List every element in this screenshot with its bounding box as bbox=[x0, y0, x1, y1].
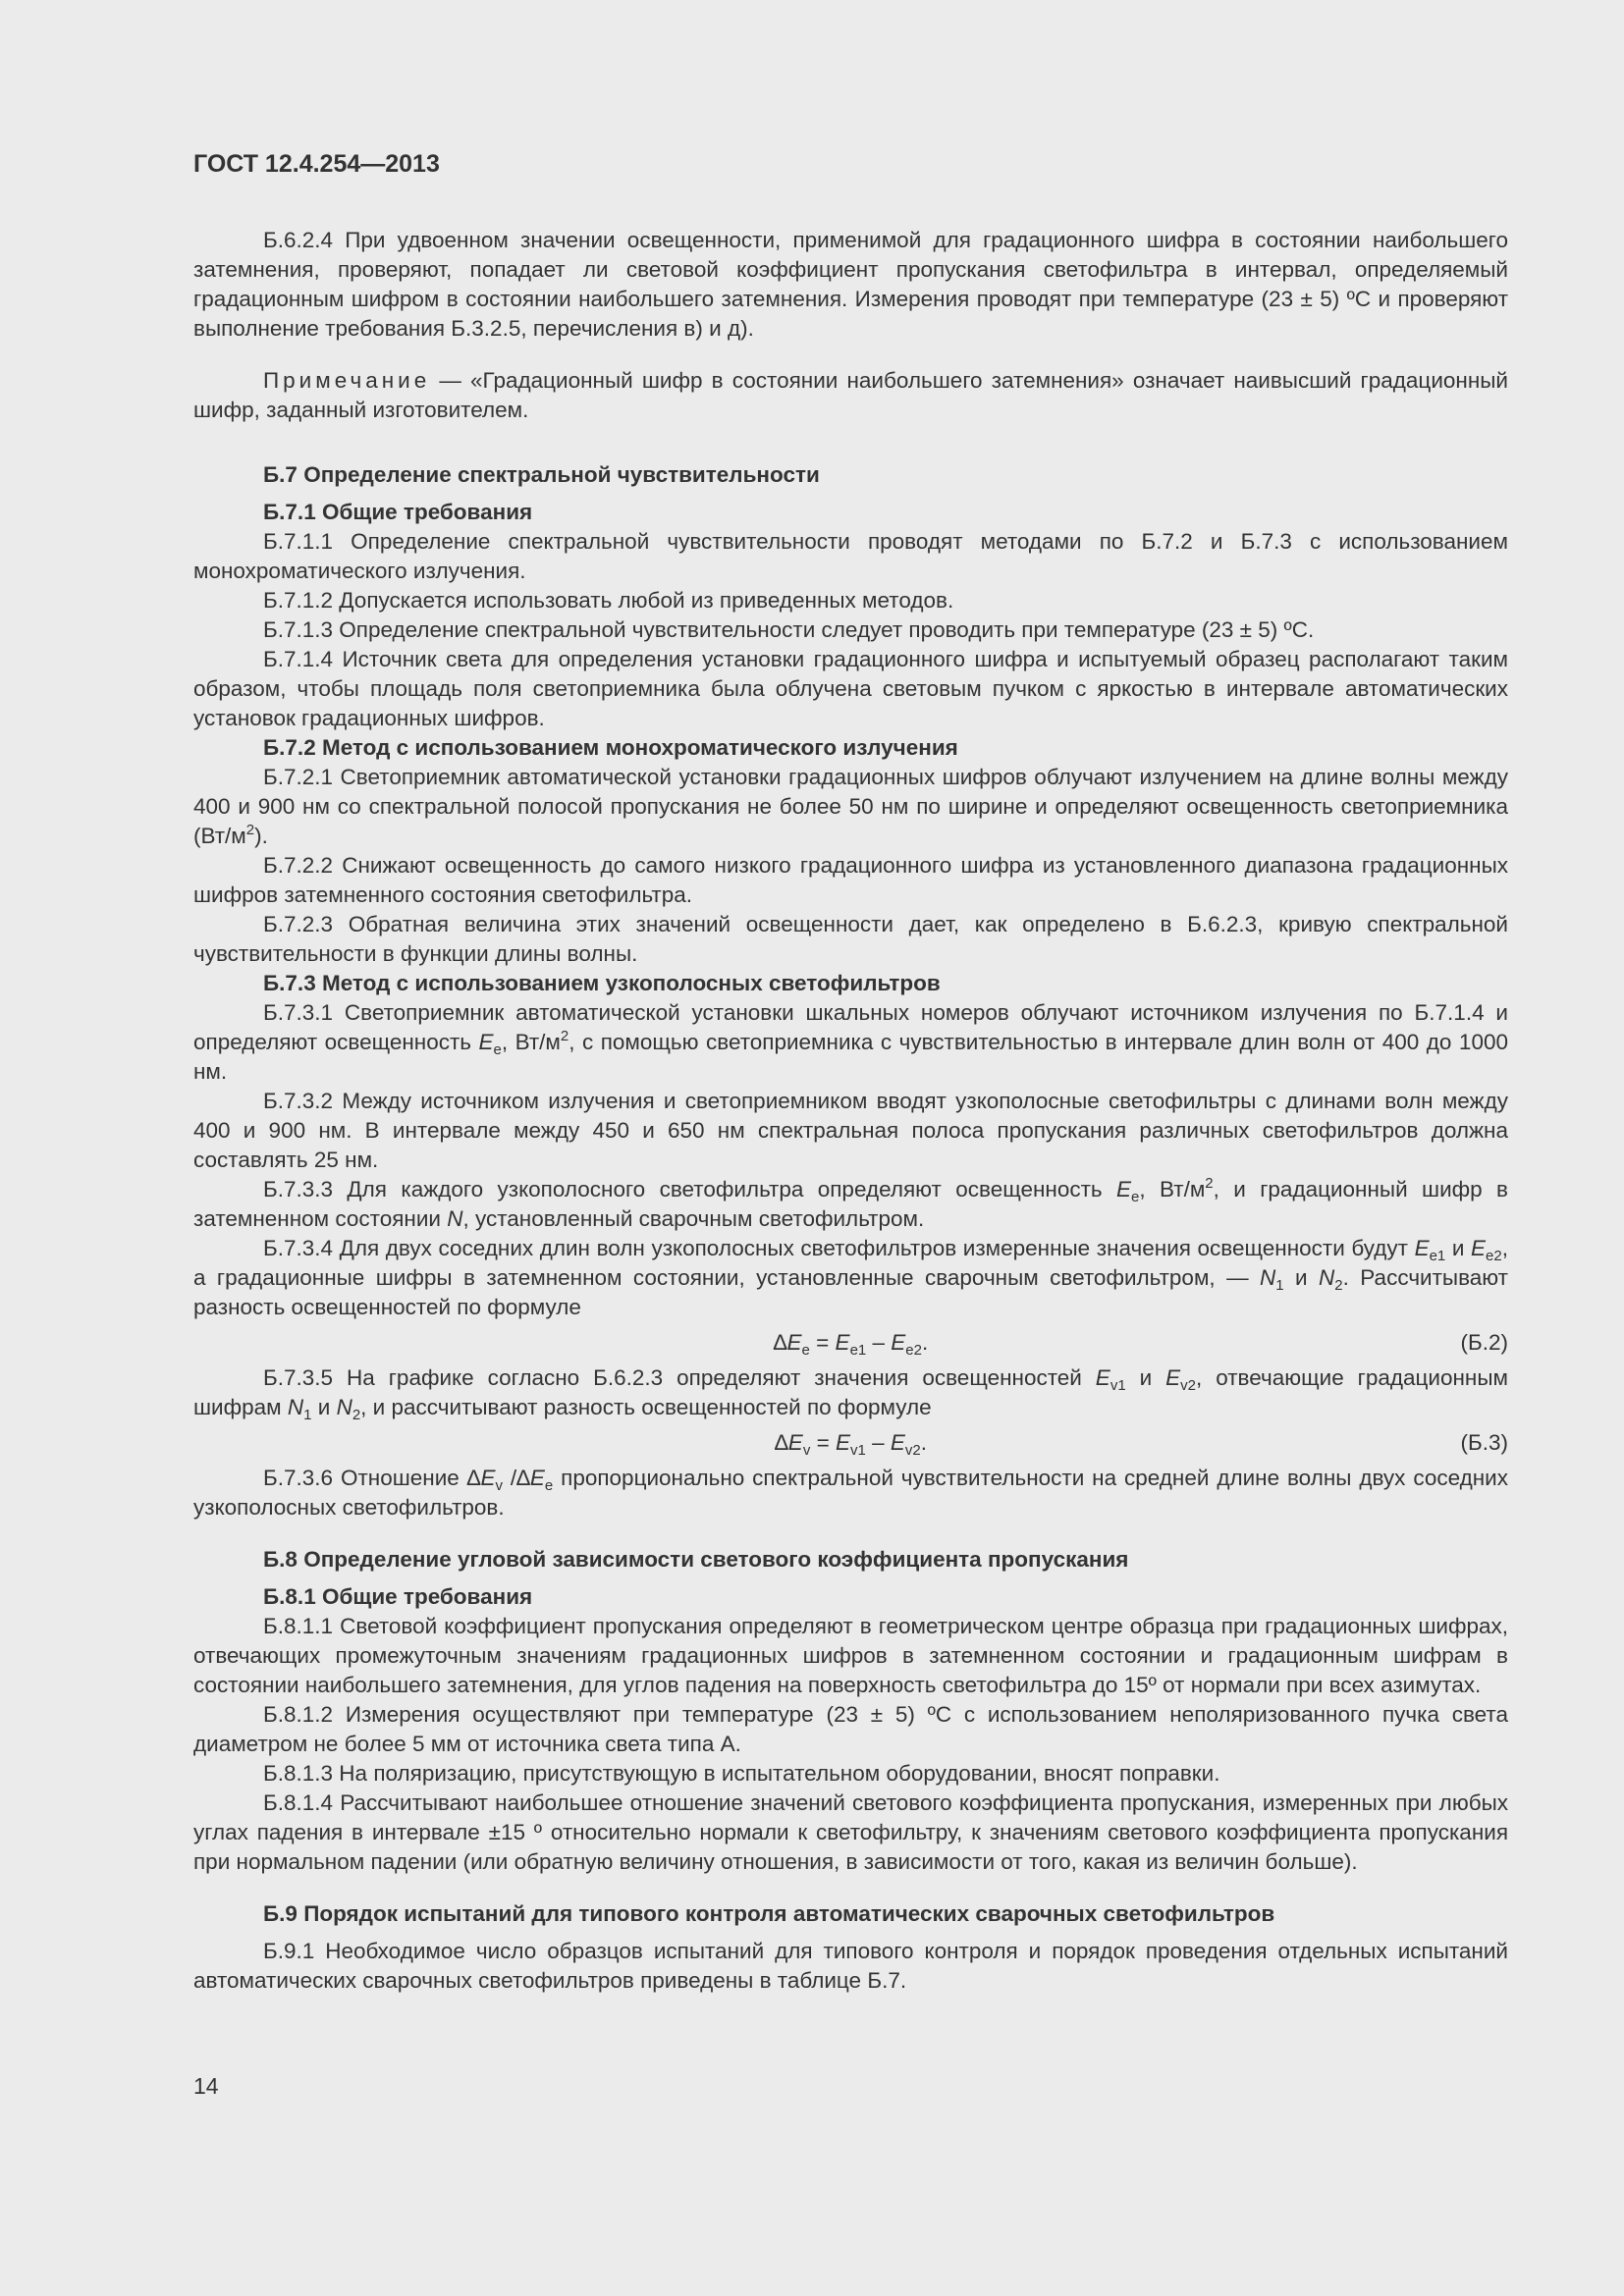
heading-b9: Б.9 Порядок испытаний для типового контроля автоматических сварочных светофильтров bbox=[263, 1901, 1275, 1926]
paragraph-b814: Б.8.1.4 Рассчитывают наибольшее отношение значений светового коэффициента пропускания, измеренных при любых углах падения в интервале ±15 º относительно нормали к светофильтру, к значениям светового коэффициента пропускания при нормальном падении (или обратную величину отношения, в зависимости от того, какая из величин больше). bbox=[193, 1790, 1508, 1874]
paragraph-b733: Б.7.3.3 Для каждого узкополосного светофильтра определяют освещенность $E_e$, $Вт/м^2$, и градационный шифр в затемненном состоянии N, установленный сварочным светофильтром. bbox=[193, 1175, 1508, 1231]
paragraph-b723: Б.7.2.3 Обратная величина этих значений освещенности дает, как определено в Б.6.2.3, кривую спектральной чувствительности в функции длины волны. bbox=[193, 912, 1508, 966]
paragraph-b811: Б.8.1.1 Световой коэффициент пропускания определяют в геометрическом центре образца при градационных шифрах, отвечающих промежуточным значениям градационных шифров в затемненном состоянии и градационным шифрам в состоянии наибольшего затемнения, для углов падения на поверхность светофильтра до 15º от нормали при всех азимутах. bbox=[193, 1614, 1508, 1697]
paragraph-b712: Б.7.1.2 Допускается использовать любой из приведенных методов. bbox=[263, 588, 954, 613]
heading-b72: Б.7.2 Метод с использованием монохроматического излучения bbox=[263, 735, 958, 760]
paragraph-b91: Б.9.1 Необходимое число образцов испытаний для типового контроля и порядок проведения отдельных испытаний автоматических сварочных светофильтров приведены в таблице Б.7. bbox=[193, 1939, 1508, 1993]
heading-b73: Б.7.3 Метод с использованием узкополосных светофильтров bbox=[263, 971, 941, 995]
paragraph-b624: Б.6.2.4 При удвоенном значении освещенности, применимой для градационного шифра в состоянии наибольшего затемнения, проверяют, попадает ли световой коэффициент пропускания светофильтра в интервал, определяемый градационным шифром в состоянии наибольшего затемнения. Измерения проводят при температуре (23 ± 5) ºС и проверяют выполнение требования Б.3.2.5, перечисления в) и д). bbox=[193, 228, 1508, 341]
paragraph-b734: Б.7.3.4 Для двух соседних длин волн узкополосных светофильтров измеренные значения освещенности будут $E_{e1}$ и $E_{e2}$, а градационные шифры в затемненном состоянии, установленные сварочным светофильтром, — $N_1$ и $N_2$. Рассчитывают разность освещенностей по формуле bbox=[193, 1236, 1508, 1319]
paragraph-b812: Б.8.1.2 Измерения осуществляют при температуре (23 ± 5) ºС с использованием неполяризованного пучка света диаметром не более 5 мм от источника света типа А. bbox=[193, 1702, 1508, 1756]
note-label: Примечание bbox=[263, 368, 431, 393]
paragraph-b722: Б.7.2.2 Снижают освещенность до самого низкого градационного шифра из установленного диапазона градационных шифров затемненного состояния светофильтра. bbox=[193, 853, 1508, 907]
paragraph-b735: Б.7.3.5 На графике согласно Б.6.2.3 определяют значения освещенностей $E_{v1}$ и $E_{v2}$, отвечающие градационным шифрам $N_1$ и $N_2$, и рассчитывают разность освещенностей по формуле bbox=[193, 1365, 1508, 1423]
paragraph-b731: Б.7.3.1 Светоприемник автоматической установки шкальных номеров облучают источником излучения по Б.7.1.4 и определяют освещенность $E_e$, $Вт/м^2$, с помощью светоприемника с чувствительностью в интервале длин волн от 400 до 1000 нм. bbox=[193, 1000, 1508, 1084]
document-body bbox=[193, 226, 1508, 1996]
paragraph-b732: Б.7.3.2 Между источником излучения и светоприемником вводят узкополосные светофильтры с длинами волн между 400 и 900 нм. В интервале между 450 и 650 нм спектральная полоса пропускания различных светофильтров должна составлять 25 нм. bbox=[193, 1089, 1508, 1172]
formula-b3 bbox=[193, 1422, 1508, 1464]
formula-b3-number: (Б.3) bbox=[1460, 1430, 1508, 1455]
paragraph-b714: Б.7.1.4 Источник света для определения установки градационного шифра и испытуемый образец располагают таким образом, чтобы площадь поля светоприемника была облучена световым пучком с яркостью в интервале автоматических установок градационных шифров. bbox=[193, 647, 1508, 730]
note-text: — «Градационный шифр в состоянии наибольшего затемнения» означает наивысший градационный шифр, заданный изготовителем. bbox=[193, 368, 1508, 422]
note bbox=[193, 366, 1508, 425]
formula-b2 bbox=[193, 1322, 1508, 1363]
paragraph-b711: Б.7.1.1 Определение спектральной чувствительности проводят методами по Б.7.2 и Б.7.3 с использованием монохроматического излучения. bbox=[193, 529, 1508, 583]
formula-b2-number: (Б.2) bbox=[1460, 1330, 1508, 1355]
formula-b2-expression: $\Delta E_e = E_{e1} - E_{e2}$. bbox=[773, 1330, 929, 1359]
paragraph-b736: Б.7.3.6 Отношение $\Delta E_v$ $/\Delta E_e$ пропорционально спектральной чувствительности на средней длине волны двух соседних узкополосных светофильтров. bbox=[193, 1466, 1508, 1520]
page-number: 14 bbox=[193, 2073, 219, 2099]
heading-b81: Б.8.1 Общие требования bbox=[263, 1584, 533, 1609]
paragraph-b813: Б.8.1.3 На поляризацию, присутствующую в испытательном оборудовании, вносят поправки. bbox=[263, 1761, 1220, 1786]
heading-b71: Б.7.1 Общие требования bbox=[263, 500, 533, 524]
heading-b7: Б.7 Определение спектральной чувствительности bbox=[263, 462, 820, 487]
paragraph-b721: Б.7.2.1 Светоприемник автоматической установки градационных шифров облучают излучением на длине волны между 400 и 900 нм со спектральной полосой пропускания не более 50 нм по ширине и определяют освещенность светоприемника $(Вт/м^2)$. bbox=[193, 765, 1508, 848]
paragraph-b713: Б.7.1.3 Определение спектральной чувствительности следует проводить при температуре (23 ± 5) ºС. bbox=[263, 617, 1315, 642]
heading-b8: Б.8 Определение угловой зависимости светового коэффициента пропускания bbox=[263, 1547, 1129, 1572]
document-header: ГОСТ 12.4.254—2013 bbox=[193, 150, 440, 178]
formula-b3-expression: $\Delta E_v = E_{v1} - E_{v2}$. bbox=[775, 1430, 927, 1459]
